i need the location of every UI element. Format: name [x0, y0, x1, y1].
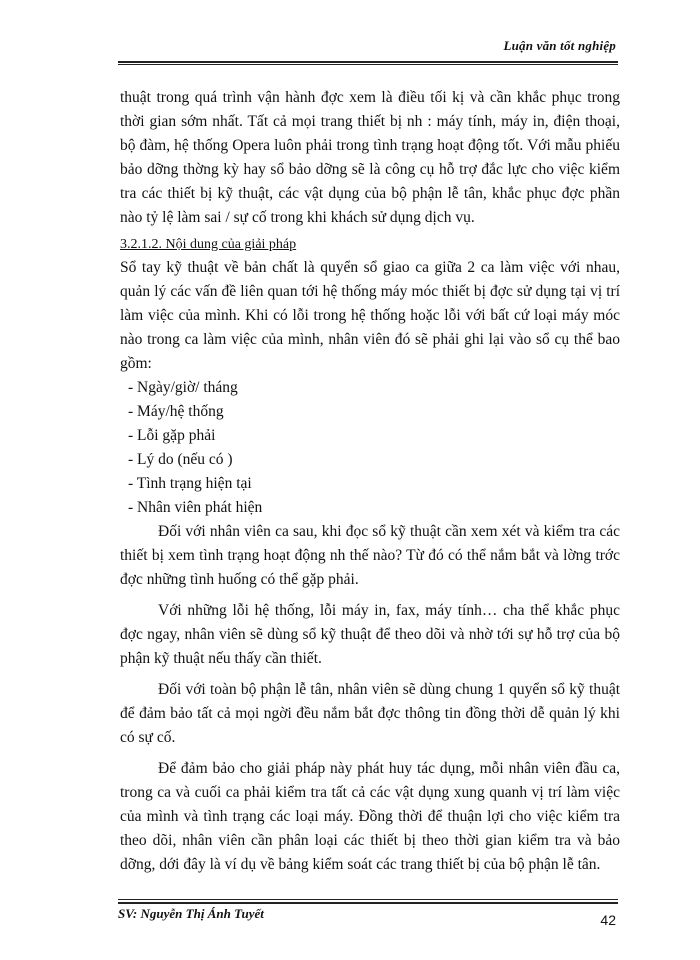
errors-paragraph: Với những lỗi hệ thống, lỗi máy in, fax, máy tính… cha thể khắc phục đợc ngay, nhân viên sẽ dùng sổ kỹ thuật để theo dõi và nhờ tới sự hỗ trợ của bộ phận kỹ thuật nếu thấy cần thiết. [120, 602, 620, 667]
page-content [120, 86, 620, 877]
page-number: 42 [600, 912, 616, 928]
record-fields-list [120, 376, 620, 520]
ensure-paragraph: Để đảm bảo cho giải pháp này phát huy tác dụng, mỗi nhân viên đầu ca, trong ca và cuối ca phải kiểm tra tất cả các vật dụng xung quanh vị trí làm việc của mình và tình trạng các loại máy. Đồng thời để thuận lợi cho việc kiểm tra theo dõi, nhân viên cần phân loại các thiết bị theo thời gian kiểm tra và bảo dỡng, dới đây là ví dụ về bảng kiểm soát các trang thiết bị của bộ phận lễ tân. [120, 760, 620, 873]
list-item: - Tình trạng hiện tại [128, 475, 252, 492]
header-rule-thin [118, 64, 618, 65]
list-item: - Ngày/giờ/ tháng [128, 379, 238, 396]
footer-rule-thin [118, 899, 618, 900]
list-item: - Máy/hệ thống [128, 403, 224, 420]
footer-rule-thick [118, 902, 618, 904]
next-shift-paragraph: Đối với nhân viên ca sau, khi đọc sổ kỹ thuật cần xem xét và kiểm tra các thiết bị xem tình trạng hoạt động nh thế nào? Từ đó có thể nắm bắt và lờng trớc đợc những tình huống có thể gặp phải. [120, 523, 620, 588]
list-item: - Lý do (nếu có ) [128, 451, 233, 468]
section-paragraph: Sổ tay kỹ thuật về bản chất là quyển sổ giao ca giữa 2 ca làm việc với nhau, quản lý các vấn đề liên quan tới hệ thống máy móc thiết bị đợc sử dụng tại vị trí làm việc của mình. Khi có lỗi trong hệ thống hoặc lỗi với bất cứ loại máy móc nào trong ca làm việc của mình, nhân viên đó sẽ phải ghi lại vào sổ cụ thể bao gồm: [120, 259, 620, 372]
header-rule-thick [118, 61, 618, 63]
section-heading: 3.2.1.2. Nội dung của giải pháp [120, 237, 297, 252]
intro-paragraph: thuật trong quá trình vận hành đợc xem là điều tối kị và cần khắc phục trong thời gian sớm nhất. Tất cả mọi trang thiết bị nh : máy tính, máy in, điện thoại, bộ đàm, hệ thống Opera luôn phải trong tình trạng hoạt động tốt. Với mẫu phiếu bảo dỡng thờng kỳ hay sổ bảo dỡng sẽ là công cụ hỗ trợ đắc lực cho việc kiểm tra các thiết bị kỹ thuật, các vật dụng của bộ phận lễ tân, khắc phục đợc phần nào tỷ lệ làm sai / sự cố trong khi khách sử dụng dịch vụ. [120, 89, 620, 226]
list-item: - Nhân viên phát hiện [128, 499, 263, 516]
whole-department-paragraph: Đối với toàn bộ phận lễ tân, nhân viên sẽ dùng chung 1 quyển sổ kỹ thuật để đảm bảo tất cả mọi ngời đều nắm bắt đợc thông tin đồng thời dễ quản lý khi có sự cố. [120, 681, 620, 746]
running-header-title: Luận văn tốt nghiệp [503, 38, 616, 53]
list-item: - Lỗi gặp phải [128, 427, 216, 444]
footer-author: SV: Nguyễn Thị Ánh Tuyết [118, 906, 264, 921]
